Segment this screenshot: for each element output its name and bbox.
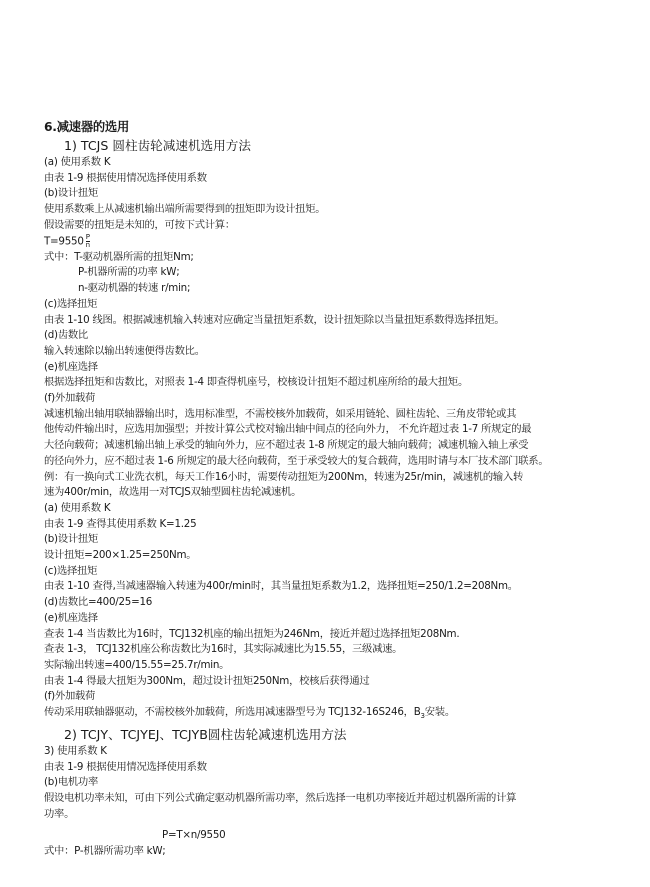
example-f-tail: 安装。 bbox=[424, 706, 455, 719]
example-c-label: (c)选择扭矩 bbox=[44, 564, 98, 577]
example-f-main: 传动采用联轴器驱动，不需校核外加载荷，所选用减速器型号为 TCJ132-16S246，B bbox=[44, 706, 421, 719]
example-e-text-1: 查表 1-4 当齿数比为16时，TCJ132机座的输出扭矩为246Nm，接近并超过选择扭矩208Nm. bbox=[44, 627, 460, 640]
item-e-label: (e)机座选择 bbox=[44, 360, 98, 373]
where-P: P-机器所需的功率 kW; bbox=[78, 266, 180, 279]
subsection-heading-2: 2) TCJY、TCJYEJ、TCJYB圆柱齿轮减速机选用方法 bbox=[64, 726, 347, 742]
item-f-text-1: 减速机输出轴用联轴器输出时，选用标准型，不需校核外加载荷，如采用链轮、圆柱齿轮、三角皮带轮或其 bbox=[44, 407, 517, 420]
item-f-text-4: 的径向外力，应不超过表 1-6 所规定的最大径向载荷，至于承受较大的复合载荷，选用时请与本厂技术部门联系。 bbox=[44, 454, 549, 467]
formula-fraction bbox=[86, 234, 90, 249]
formula-numerator: P bbox=[85, 232, 90, 241]
example-text-1: 例：有一换向式工业洗衣机，每天工作16小时，需要传动扭矩为200Nm，转速为25r/min，减速机的输入转 bbox=[44, 470, 524, 483]
subsection-heading-1: 1) TCJS 圆柱齿轮减速机选用方法 bbox=[64, 138, 251, 153]
example-f-label: (f)外加载荷 bbox=[44, 690, 96, 703]
example-f-text bbox=[44, 705, 616, 725]
sec2-k-text: 由表 1-9 根据使用情况选择使用系数 bbox=[44, 760, 207, 773]
example-text-2: 速为400r/min，故选用一对TCJS双轴型圆柱齿轮减速机。 bbox=[44, 486, 302, 499]
example-e-text-4: 由表 1-4 得最大扭矩为300Nm，超过设计扭矩250Nm，校核后获得通过 bbox=[44, 674, 370, 687]
item-c-text: 由表 1-10 线图。根据减速机输入转速对应确定当量扭矩系数，设计扭矩除以当量扭矩系数得选择扭矩。 bbox=[44, 313, 505, 326]
item-f-text-2: 他传动件输出时，应选用加强型；并按计算公式校对输出轴中间点的径向外力， 不允许超过表 1-7 所规定的最 bbox=[44, 423, 532, 436]
item-c-label: (c)选择扭矩 bbox=[44, 297, 98, 310]
sec2-k-label: 3) 使用系数 K bbox=[44, 744, 107, 757]
sec2-b-text-2: 功率。 bbox=[44, 807, 75, 820]
item-d-text: 输入转速除以输出转速便得齿数比。 bbox=[44, 344, 205, 357]
example-b-text: 设计扭矩=200×1.25=250Nm。 bbox=[44, 549, 197, 562]
item-d-label: (d)齿数比 bbox=[44, 329, 88, 342]
item-b-label: (b)设计扭矩 bbox=[44, 187, 99, 200]
item-b-text-2: 假设需要的扭矩是未知的，可按下式计算： bbox=[44, 218, 235, 231]
example-e-text-2: 查表 1-3， TCJ132机座公称齿数比为16时，其实际减速比为15.55，三级减速。 bbox=[44, 643, 403, 656]
document-page bbox=[44, 118, 616, 860]
where-n: n-驱动机器的转速 r/min; bbox=[78, 282, 191, 295]
item-a-label: (a) 使用系数 K bbox=[44, 156, 111, 168]
example-c-text: 由表 1-10 查得,当减速器输入转速为400r/min时，其当量扭矩系数为1.2，选择扭矩=250/1.2=208Nm。 bbox=[44, 580, 518, 593]
section-title: 6.减速器的选用 bbox=[44, 120, 130, 134]
item-e-text: 根据选择扭矩和齿数比，对照表 1-4 即查得机座号，校核设计扭矩不超过机座所给的最大扭矩。 bbox=[44, 376, 468, 389]
item-b-text-1: 使用系数乘上从减速机输出端所需要得到的扭矩即为设计扭矩。 bbox=[44, 203, 326, 216]
sec2-b-text-1: 假设电机功率未知，可由下列公式确定驱动机器所需功率，然后选择一电机功率接近并超过机器所需的计算 bbox=[44, 791, 517, 804]
example-a-text: 由表 1-9 查得其使用系数 K=1.25 bbox=[44, 517, 197, 530]
item-f-text-3: 大径向载荷；减速机输出轴上承受的轴向外力，应不超过表 1-8 所规定的最大轴向载荷；减速机输入轴上承受 bbox=[44, 439, 529, 452]
item-f-label: (f)外加载荷 bbox=[44, 392, 96, 405]
example-b-label: (b)设计扭矩 bbox=[44, 533, 99, 546]
example-e-text-3: 实际输出转速=400/15.55=25.7r/min。 bbox=[44, 659, 230, 671]
torque-formula bbox=[44, 234, 616, 250]
formula-lhs: T=9550 bbox=[44, 235, 84, 248]
example-a-label: (a) 使用系数 K bbox=[44, 501, 111, 514]
example-f-subscript: 3 bbox=[420, 712, 425, 721]
sec2-where-P: 式中：P-机器所需功率 kW; bbox=[44, 845, 166, 858]
power-formula: P=T×n/9550 bbox=[162, 829, 226, 842]
sec2-b-label: (b)电机功率 bbox=[44, 776, 99, 789]
example-d-text: (d)齿数比=400/25=16 bbox=[44, 596, 153, 609]
item-a-text: 由表 1-9 根据使用情况选择使用系数 bbox=[44, 171, 207, 184]
example-e-label: (e)机座选择 bbox=[44, 611, 98, 624]
where-T: 式中：T-驱动机器所需的扭矩Nm; bbox=[44, 250, 194, 263]
formula-denominator: n bbox=[85, 240, 90, 249]
